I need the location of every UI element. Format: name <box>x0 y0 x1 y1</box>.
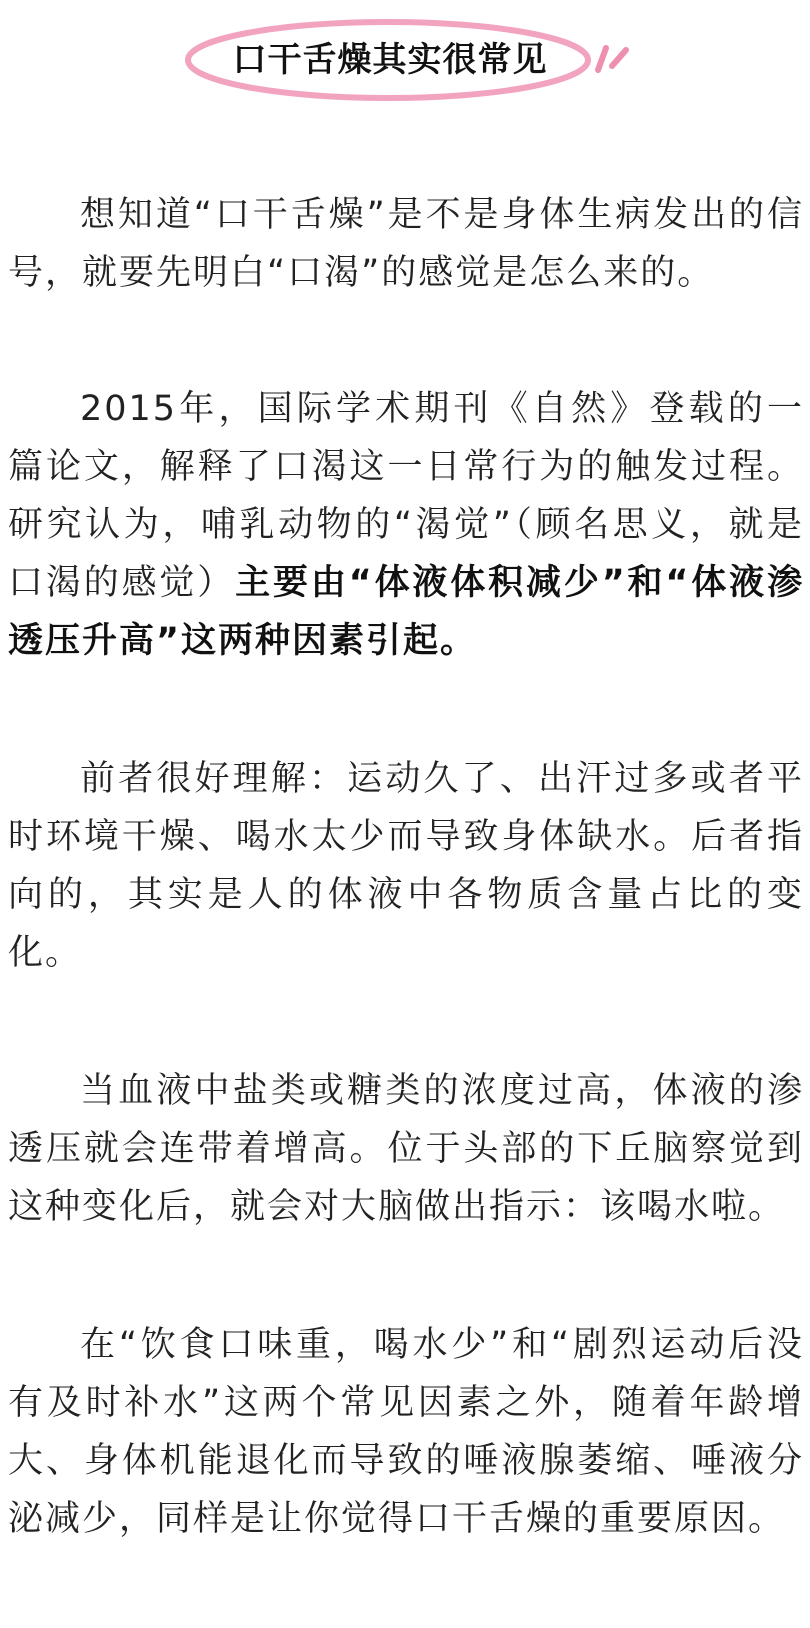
article-body <box>8 186 804 1628</box>
paragraph-5: 在“饮食口味重，喝水少”和“剧烈运动后没有及时补水”这两个常见因素之外，随着年龄增大、身体机能退化而导致的唾液腺萎缩、唾液分泌减少，同样是让你觉得口干舌燥的重要原因。 <box>8 1325 804 1539</box>
paragraph-4: 当血液中盐类或糖类的浓度过高，体液的渗透压就会连带着增高。位于头部的下丘脑察觉到这种变化后，就会对大脑做出指示：该喝水啦。 <box>8 1071 804 1227</box>
section-title-badge <box>180 12 640 102</box>
paragraph-2-bold: 主要由“体液体积减少”和“体液渗透压升高”这两种因素引起。 <box>8 563 804 661</box>
paragraph-2-text: 2015年，国际学术期刊《自然》登载的一篇论文，解释了口渴这一日常行为的触发过程。研究认为，哺乳动物的“渴觉”（顾名思义，就是口渴的感觉） <box>8 389 804 603</box>
paragraph-2 <box>8 380 804 670</box>
section-title: 口干舌燥其实很常见 <box>232 40 548 80</box>
paragraph-1: 想知道“口干舌燥”是不是身体生病发出的信号，就要先明白“口渴”的感觉是怎么来的。 <box>8 195 804 293</box>
accent-stroke-2 <box>612 50 626 66</box>
paragraph-3: 前者很好理解：运动久了、出汗过多或者平时环境干燥、喝水太少而导致身体缺水。后者指向的，其实是人的体液中各物质含量占比的变化。 <box>8 759 804 973</box>
